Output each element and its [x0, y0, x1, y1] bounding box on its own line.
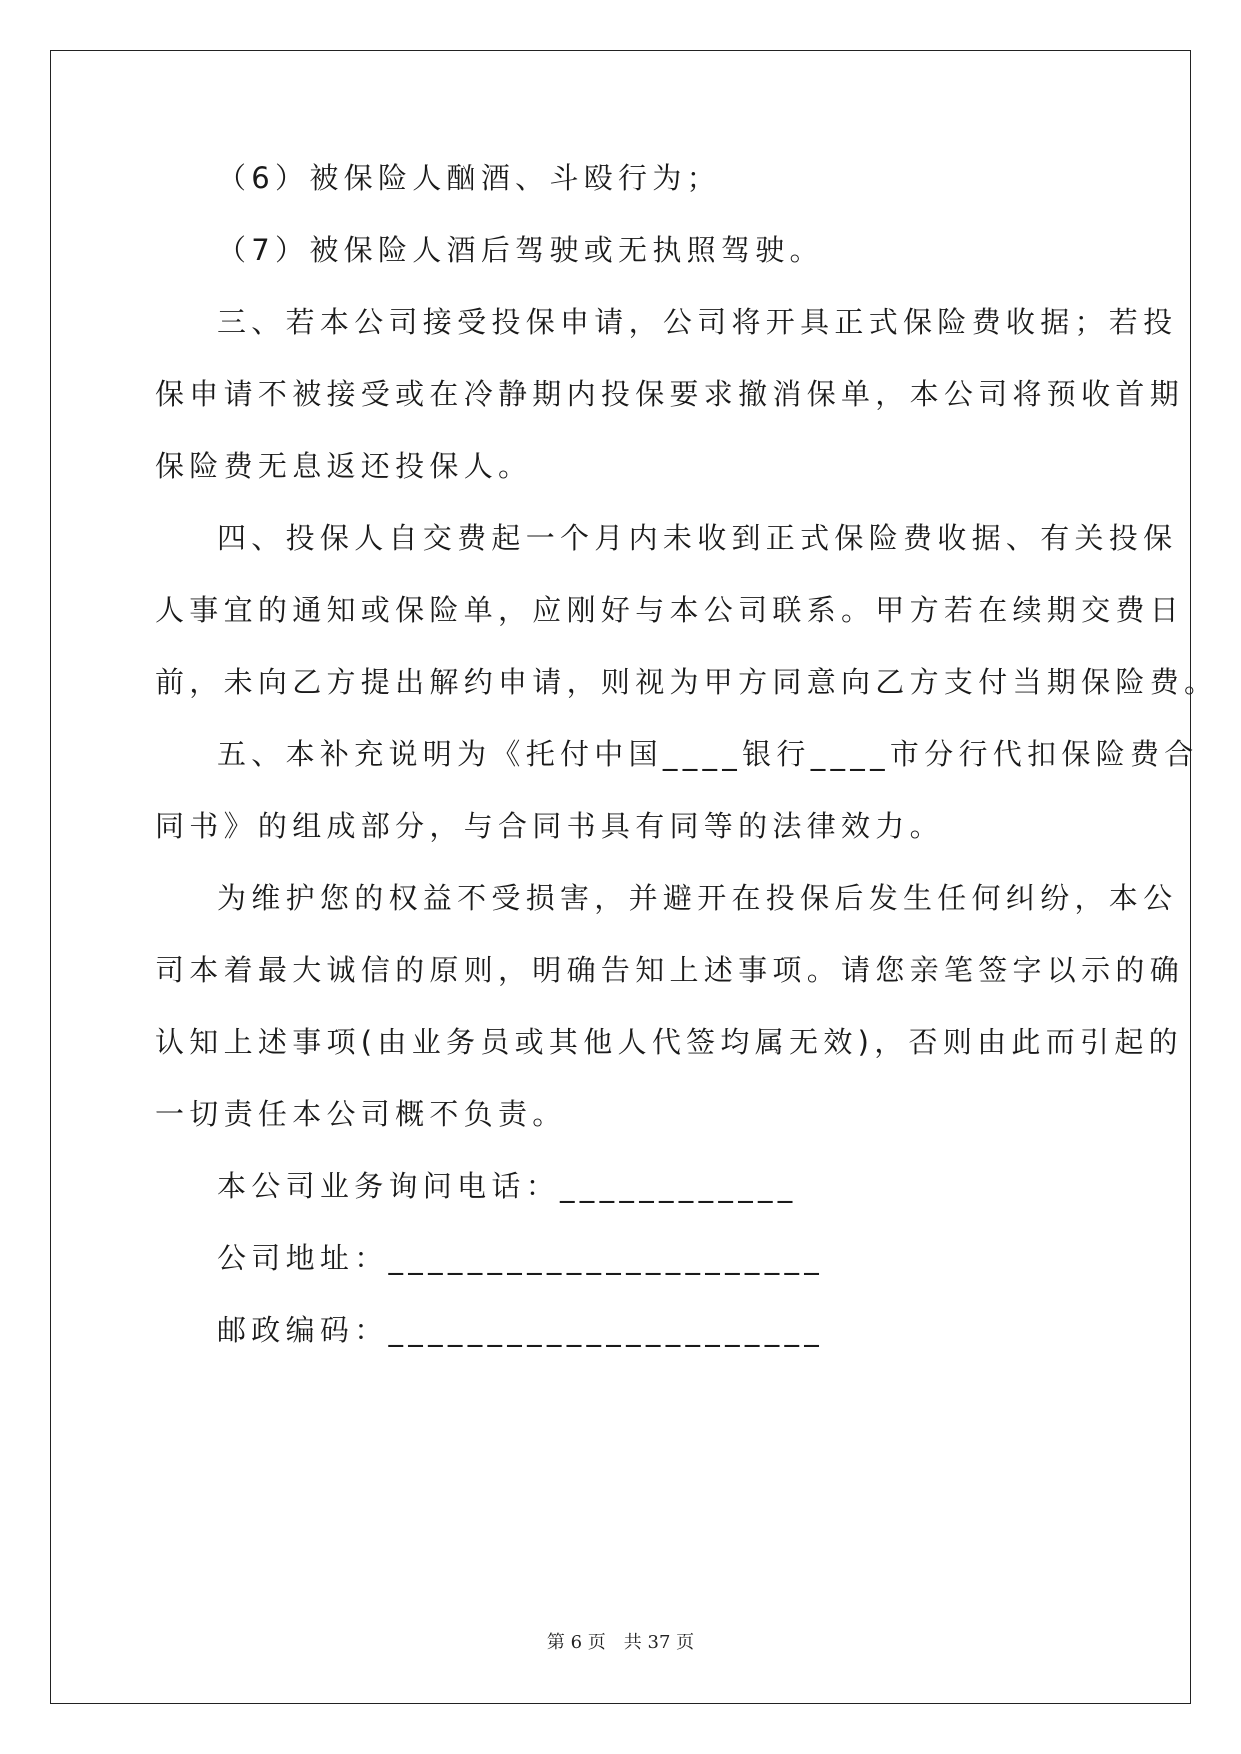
page-border: [50, 50, 1219, 1704]
exclusion-item-7: （7）被保险人酒后驾驶或无执照驾驶。: [217, 233, 824, 267]
page-number: 第 6 页 共 37 页: [546, 1632, 695, 1653]
clause-3-line-3: 保险费无息返还投保人。: [155, 449, 533, 483]
notice-line-3: 认知上述事项(由业务员或其他人代签均属无效)，否则由此而引起的: [155, 1025, 1183, 1059]
notice-line-2: 司本着最大诚信的原则，明确告知上述事项。请您亲笔签字以示的确: [155, 953, 1185, 987]
inquiry-phone-field: 本公司业务询问电话：____________: [217, 1169, 798, 1203]
postal-code-field: 邮政编码：______________________: [217, 1313, 825, 1347]
clause-3-line-2: 保申请不被接受或在冷静期内投保要求撤消保单，本公司将预收首期: [155, 377, 1185, 411]
clause-4-line-3: 前，未向乙方提出解约申请，则视为甲方同意向乙方支付当期保险费。: [155, 665, 1219, 699]
notice-line-4: 一切责任本公司概不负责。: [155, 1097, 567, 1131]
notice-line-1: 为维护您的权益不受损害，并避开在投保后发生任何纠纷，本公: [217, 881, 1178, 915]
clause-4-line-1: 四、投保人自交费起一个月内未收到正式保险费收据、有关投保: [217, 521, 1178, 555]
clause-5-line-1: 五、本补充说明为《托付中国____银行____市分行代扣保险费合: [217, 737, 1199, 771]
clause-5-line-2: 同书》的组成部分，与合同书具有同等的法律效力。: [155, 809, 944, 843]
clause-4-line-2: 人事宜的通知或保险单，应刚好与本公司联系。甲方若在续期交费日: [155, 593, 1185, 627]
exclusion-item-6: （6）被保险人酗酒、斗殴行为；: [217, 161, 721, 195]
company-address-field: 公司地址：______________________: [217, 1241, 825, 1275]
clause-3-line-1: 三、若本公司接受投保申请，公司将开具正式保险费收据；若投: [217, 305, 1178, 339]
